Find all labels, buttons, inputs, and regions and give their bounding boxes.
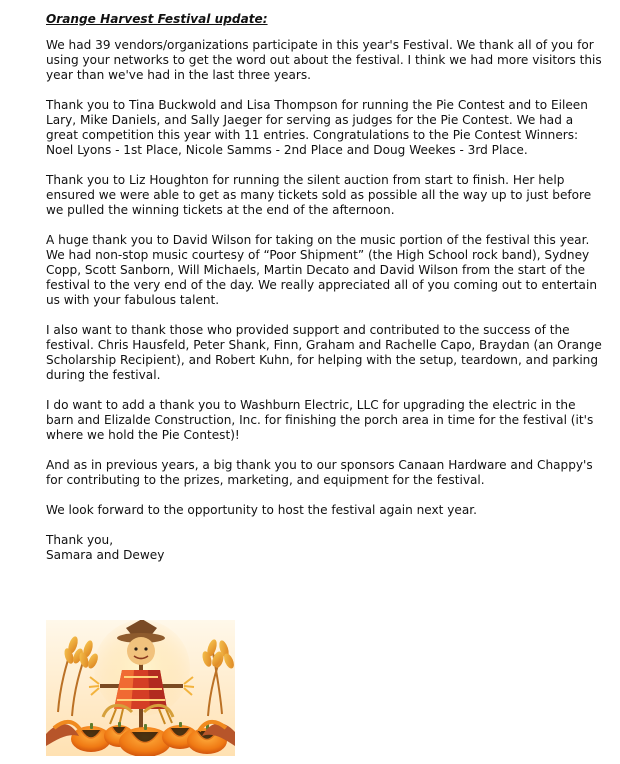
document-title: Orange Harvest Festival update: [46, 12, 268, 26]
paragraph-next-year: We look forward to the opportunity to host the festival again next year. [46, 503, 477, 517]
paragraph-vendors: We had 39 vendors/organizations participate in this year's Festival. We thank all of you for using your networks to get the word out about the festival. I think we had more visitors this year than we've had in the last three years. [46, 38, 602, 82]
paragraph-music: A huge thank you to David Wilson for taking on the music portion of the festival this year. We had non-stop music courtesy of “Poor Shipment” (the High School rock band), Sydney Copp, Scott Sanborn, Will Michaels, Martin Decato and David Wilson from the start of the festival to the very end of the day. We really appreciated all of you coming out to entertain us with your fabulous talent. [46, 233, 597, 307]
paragraph-support: I also want to thank those who provided support and contributed to the success of the festival. Chris Hausfeld, Peter Shank, Finn, Graham and Rachelle Capo, Braydan (an Orange Scholarship Recipient), and Robert Kuhn, for helping with the setup, teardown, and parking during the festival. [46, 323, 602, 382]
paragraph-pie-contest: Thank you to Tina Buckwold and Lisa Thompson for running the Pie Contest and to Eileen Lary, Mike Daniels, and Sally Jaeger for serving as judges for the Pie Contest. We had a great competition this year with 11 entries. Congratulations to the Pie Contest Winners: Noel Lyons - 1st Place, Nicole Samms - 2nd Place and Doug Weekes - 3rd Place. [46, 98, 588, 157]
document-body [46, 12, 602, 563]
paragraph-electric-construction: I do want to add a thank you to Washburn Electric, LLC for upgrading the electric in the barn and Elizalde Construction, Inc. for finishing the porch area in time for the festival (it's where we hold the Pie Contest)! [46, 398, 594, 442]
paragraph-silent-auction: Thank you to Liz Houghton for running the silent auction from start to finish. Her help ensured we were able to get as many tickets sold as possible all the way up to just before we pulled the winning tickets at the end of the afternoon. [46, 173, 592, 217]
signature: Samara and Dewey [46, 548, 165, 562]
scarecrow-harvest-illustration-icon [46, 620, 235, 756]
closing-line: Thank you, [46, 533, 114, 547]
paragraph-sponsors: And as in previous years, a big thank you to our sponsors Canaan Hardware and Chappy's for contributing to the prizes, marketing, and equipment for the festival. [46, 458, 593, 487]
